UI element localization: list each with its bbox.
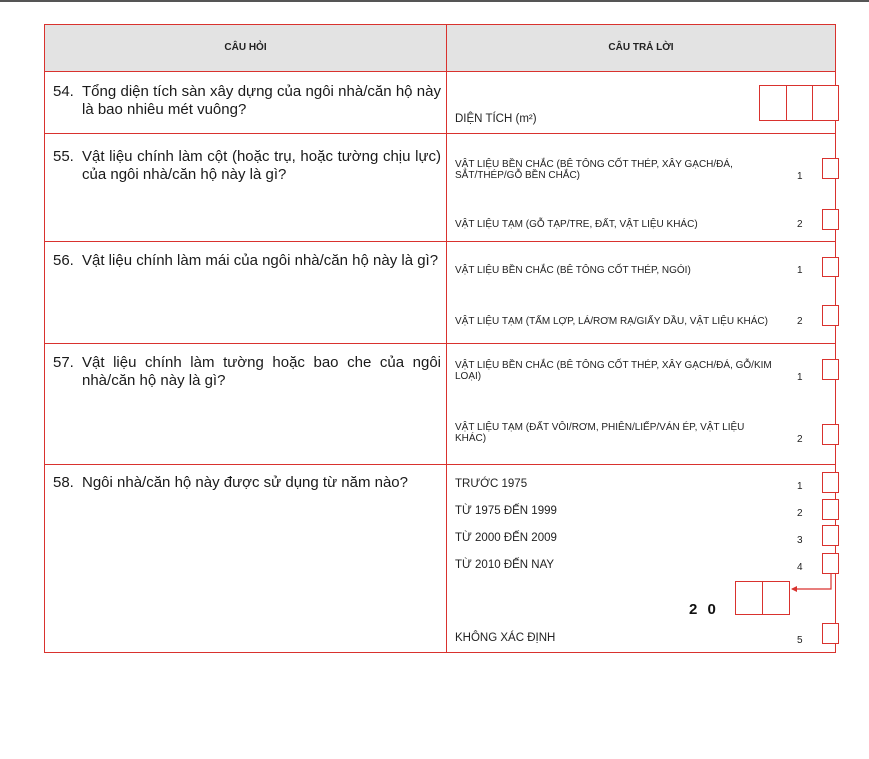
top-rule bbox=[0, 0, 869, 2]
option-code: 2 bbox=[797, 316, 803, 327]
option-code: 1 bbox=[797, 171, 803, 182]
survey-form-table bbox=[44, 24, 836, 653]
option-code: 1 bbox=[797, 372, 803, 383]
question-number: 55. bbox=[53, 148, 74, 165]
option-label: VẬT LIỆU TẠM (GỖ TẠP/TRE, ĐẤT, VẬT LIỆU KHÁC) bbox=[455, 219, 698, 230]
question-text: Vật liệu chính làm mái của ngôi nhà/căn hộ này là gì? bbox=[82, 252, 439, 269]
question-number: 57. bbox=[53, 354, 74, 371]
option-code: 3 bbox=[797, 535, 803, 546]
option-label: VẬT LIỆU BỀN CHẮC (BÊ TÔNG CỐT THÉP, XÂY GẠCH/ĐÁ, SẮT/THÉP/GỖ BỀN CHẮC) bbox=[455, 159, 733, 181]
option-label: TRƯỚC 1975 bbox=[455, 478, 528, 490]
header-question-col: CÂU HỎI bbox=[224, 42, 267, 53]
header-answer-col: CÂU TRẢ LỜI bbox=[608, 42, 674, 53]
option-code: 4 bbox=[797, 562, 803, 573]
option-label: TỪ 2010 ĐẾN NAY bbox=[455, 559, 555, 571]
option-code: 1 bbox=[797, 265, 803, 276]
question-text: Vật liệu chính làm tường hoặc bao che của ngôi nhà/căn hộ này là gì? bbox=[82, 354, 441, 389]
option-area-label: DIỆN TÍCH (m²) bbox=[455, 113, 537, 125]
option-code: 2 bbox=[797, 508, 803, 519]
option-code: 1 bbox=[797, 481, 803, 492]
question-text: Tổng diện tích sàn xây dựng của ngôi nhà/căn hộ này là bao nhiêu mét vuông? bbox=[82, 83, 441, 118]
option-code: 5 bbox=[797, 635, 803, 646]
question-text: Ngôi nhà/căn hộ này được sử dụng từ năm nào? bbox=[82, 474, 408, 491]
option-code: 2 bbox=[797, 434, 803, 445]
question-number: 54. bbox=[53, 83, 74, 100]
option-code: 2 bbox=[797, 219, 803, 230]
question-number: 58. bbox=[53, 474, 74, 491]
option-label: VẬT LIỆU TẠM (TẤM LỢP, LÁ/RƠM RẠ/GIẤY DẦU, VẬT LIỆU KHÁC) bbox=[455, 316, 768, 327]
option-label: VẬT LIỆU BỀN CHẮC (BÊ TÔNG CỐT THÉP, XÂY GẠCH/ĐÁ, GỖ/KIM LOẠI) bbox=[455, 360, 772, 382]
answer-checkbox[interactable] bbox=[822, 623, 839, 644]
year-prefix: 2 0 bbox=[689, 601, 719, 618]
option-label: TỪ 1975 ĐẾN 1999 bbox=[455, 505, 557, 517]
question-text: Vật liệu chính làm cột (hoặc trụ, hoặc tường chịu lực) của ngôi nhà/căn hộ này là gì? bbox=[82, 148, 441, 183]
question-number: 56. bbox=[53, 252, 74, 269]
option-label: VẬT LIỆU TẠM (ĐẤT VÔI/RƠM, PHIÊN/LIẾP/VÁN ÉP, VẬT LIỆU KHÁC) bbox=[455, 422, 745, 444]
year-arrow-icon bbox=[45, 25, 837, 654]
option-label: TỪ 2000 ĐẾN 2009 bbox=[455, 532, 557, 544]
option-label: VẬT LIỆU BỀN CHẮC (BÊ TÔNG CỐT THÉP, NGÓI) bbox=[455, 265, 691, 276]
option-label: KHÔNG XÁC ĐỊNH bbox=[455, 632, 556, 644]
